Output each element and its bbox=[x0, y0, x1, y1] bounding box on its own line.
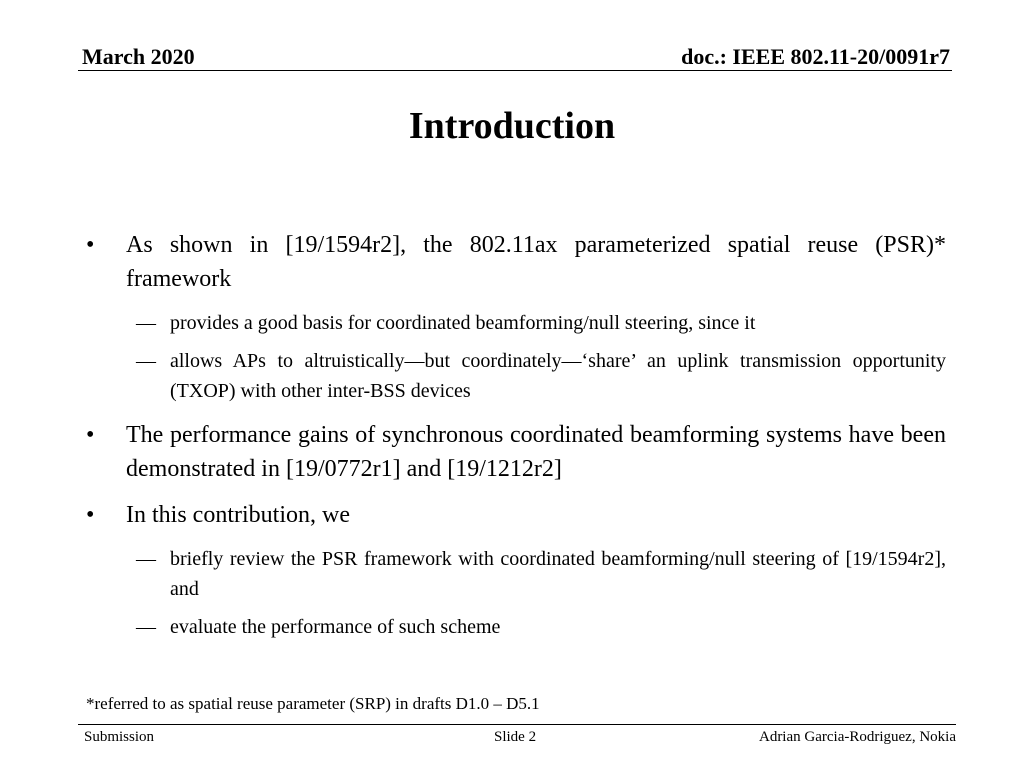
sub-bullet-text: evaluate the performance of such scheme bbox=[170, 616, 501, 638]
bullet-text: In this contribution, we bbox=[126, 502, 350, 528]
sub-bullet-item bbox=[86, 346, 946, 406]
footnote: *referred to as spatial reuse parameter (SRP) in drafts D1.0 – D5.1 bbox=[86, 694, 540, 713]
bullet-icon: • bbox=[86, 422, 95, 448]
dash-icon: — bbox=[136, 616, 156, 638]
sub-bullet-item bbox=[86, 544, 946, 604]
sub-bullet-text: briefly review the PSR framework with coordinated beamforming/null steering of [19/1594r2], and bbox=[170, 548, 946, 600]
slide-footer bbox=[78, 724, 956, 753]
bullet-icon: • bbox=[86, 232, 95, 258]
bullet-text: The performance gains of synchronous coordinated beamforming systems have been demonstrated in [19/0772r1] and [19/1212r2] bbox=[126, 422, 946, 482]
bullet-item bbox=[86, 228, 946, 296]
header-date: March 2020 bbox=[82, 44, 195, 69]
bullet-text: As shown in [19/1594r2], the 802.11ax parameterized spatial reuse (PSR)* framework bbox=[126, 232, 946, 292]
slide-body bbox=[86, 228, 946, 642]
slide-header bbox=[78, 44, 952, 71]
footer-slide-number: Slide 2 bbox=[494, 729, 537, 745]
header-doc-number: doc.: IEEE 802.11-20/0091r7 bbox=[681, 44, 950, 69]
sub-bullet-text: allows APs to altruistically—but coordinately—‘share’ an uplink transmission opportunity (TXOP) with other inter-BSS devices bbox=[170, 350, 946, 402]
footer-submission: Submission bbox=[84, 729, 155, 745]
bullet-item bbox=[86, 418, 946, 486]
footer-author: Adrian Garcia-Rodriguez, Nokia bbox=[758, 729, 956, 745]
sub-bullet-text: provides a good basis for coordinated beamforming/null steering, since it bbox=[170, 312, 756, 334]
slide-title: Introduction bbox=[408, 105, 616, 147]
sub-bullet-item bbox=[86, 612, 946, 642]
bullet-icon: • bbox=[86, 502, 95, 528]
dash-icon: — bbox=[136, 350, 156, 372]
dash-icon: — bbox=[136, 548, 156, 570]
sub-bullet-item bbox=[86, 308, 946, 338]
bullet-item bbox=[86, 498, 946, 532]
dash-icon: — bbox=[136, 312, 156, 334]
